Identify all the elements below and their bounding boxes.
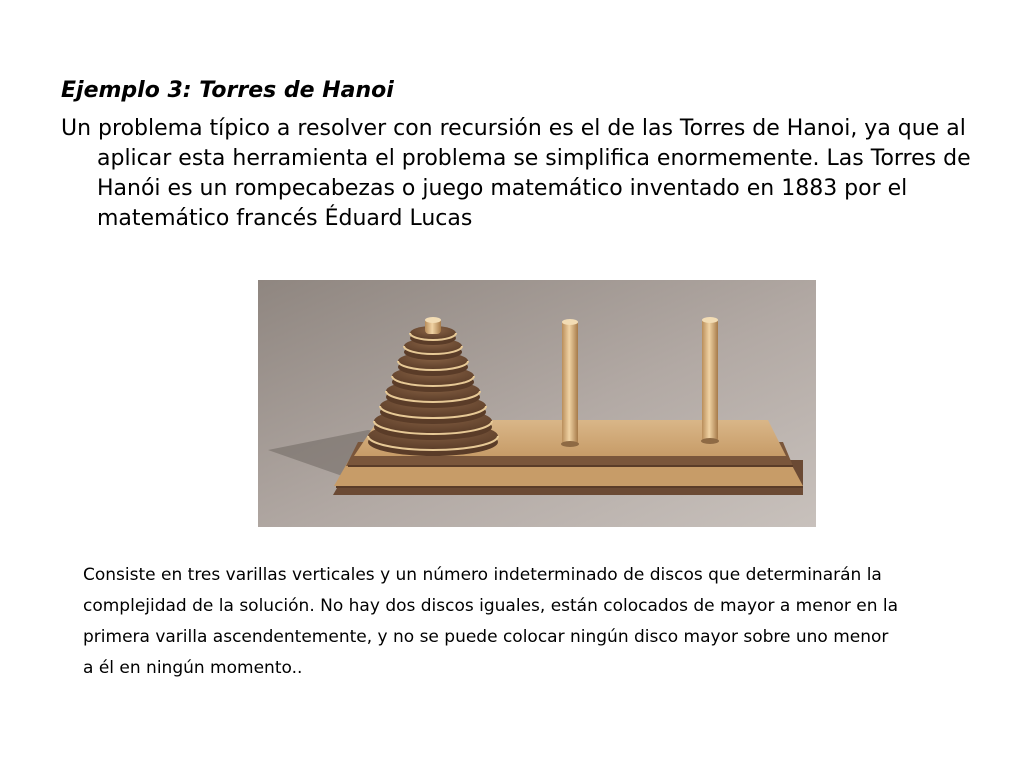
slide-heading: Ejemplo 3: Torres de Hanoi — [61, 78, 394, 103]
intro-paragraph: Un problema típico a resolver con recursión es el de las Torres de Hanoi, ya que al aplicar esta herramienta el problema se simplifica enormemente. Las Torres de Hanói es un rompecabezas o juego matemático inventado en 1883 por el matemático francés Éduard Lucas — [61, 116, 971, 231]
rod-left — [425, 317, 441, 334]
rod-middle — [561, 319, 579, 447]
rod-right — [701, 317, 719, 444]
tower-of-hanoi-photo — [258, 280, 816, 527]
description-paragraph: Consiste en tres varillas verticales y un número indeterminado de discos que determinarán la complejidad de la solución. No hay dos discos iguales, están colocados de mayor a menor en la primera varilla ascendentemente, y no se puede colocar ningún disco mayor sobre uno menor a él en ningún momento.. — [83, 565, 899, 678]
